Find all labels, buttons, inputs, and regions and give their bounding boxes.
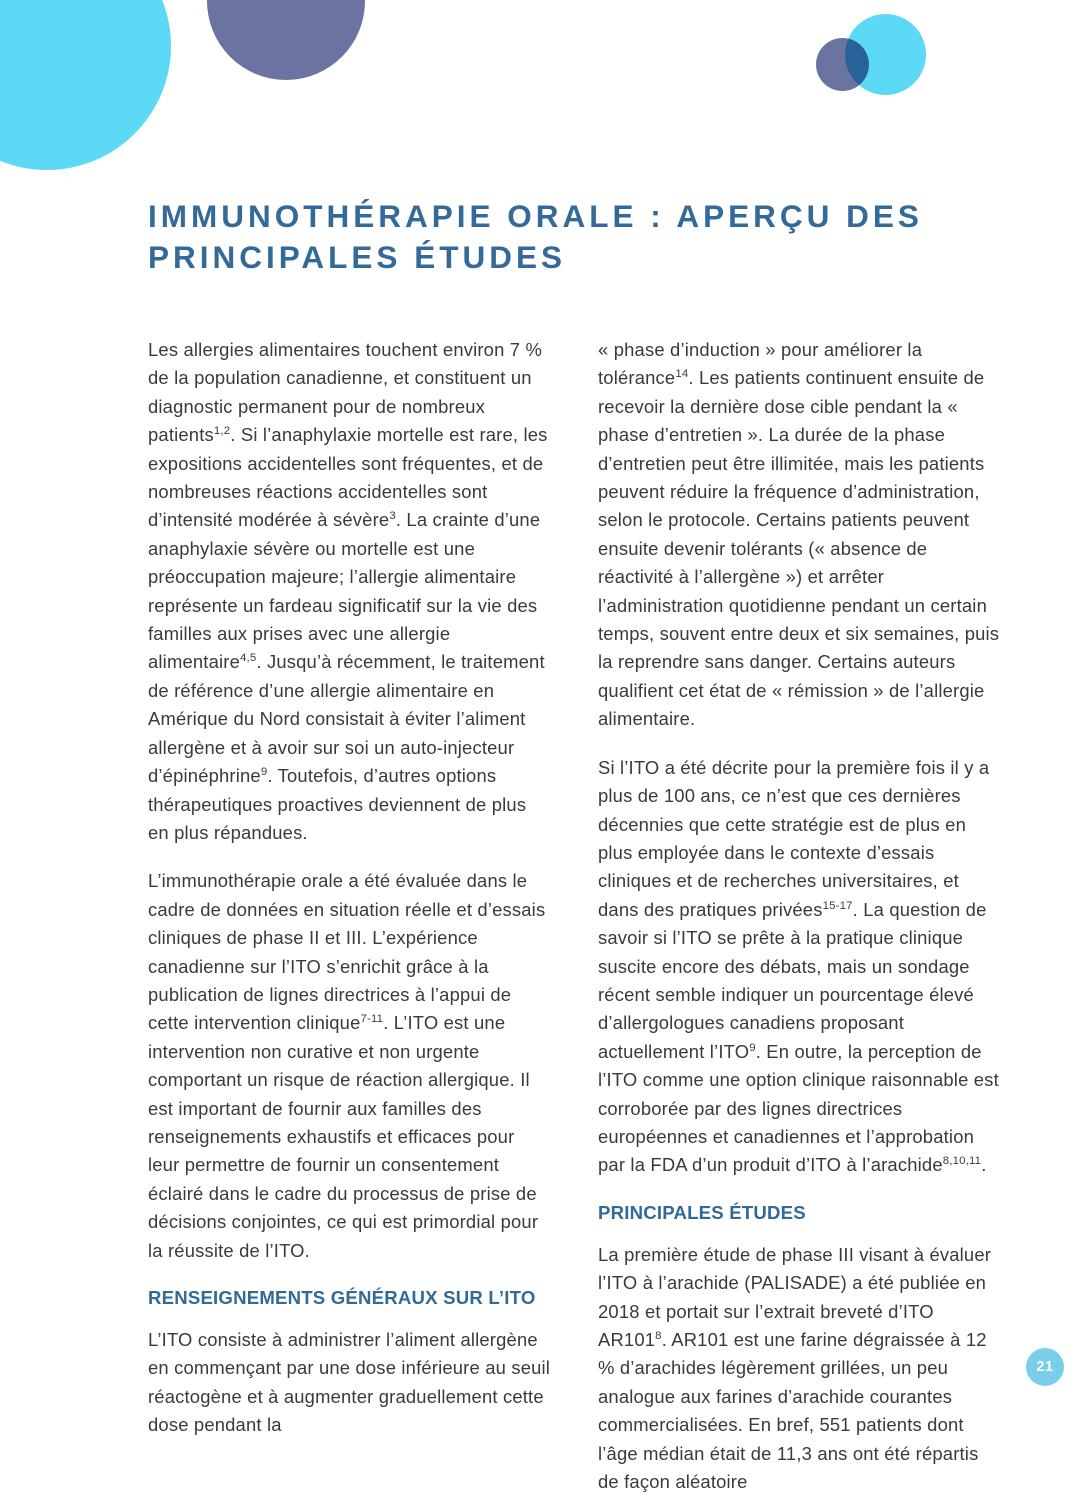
citation-ref: 7-11 [360,1013,384,1026]
citation-ref: 14 [675,368,689,381]
citation-ref: 8 [655,1329,662,1342]
text-run: « phase d’induction » pour améliorer la tolérance [598,339,923,389]
article-columns [148,336,1000,1496]
text-run: . AR101 est une farine dégraissée à 12 % d’arachides légèrement grillées, un peu analogue aux farines d’arachide courantes commercialisées. En bref, 551 patients dont l’âge médian était de 11,3 ans ont été répartis de façon aléatoire [598,1329,987,1493]
text-run: . L’ITO est une intervention non curative et non urgente comportant un risque de réaction allergique. Il est important de fournir aux familles des renseignements exhaustifs et efficaces pour leur permettre de fournir un consentement éclairé dans le cadre du processus de prise de décisions conjointes, ce qui est primordial pour la réussite de l’ITO. [148,1012,539,1261]
text-run: La première étude de phase III visant à évaluer l’ITO à l’arachide (PALISADE) a été publiée en 2018 et portait sur l’extrait breveté d’ITO AR101 [598,1243,992,1350]
text-run: L’immunothérapie orale a été évaluée dans le cadre de données en situation réelle et d’essais cliniques de phase II et III. L’expérience canadienne sur l’ITO s’enrichit grâce à la publication de lignes directrices à l’appui de cette intervention clinique [148,870,546,1034]
citation-ref: 9 [260,765,268,778]
right-column [598,336,1001,1496]
text-run: Si l’ITO a été décrite pour la première fois il y a plus de 100 ans, ce n’est que ces dernières décennies que cette stratégie est de plus en plus employée dans le contexte d’essais cliniques et de recherches universitaires, et dans des pratiques privées [598,756,990,920]
citation-ref: 1,2 [213,425,231,438]
paragraph-left-1 [148,336,551,847]
text-run: . Jusqu’à récemment, le traitement de référence d’une allergie alimentaire en Amérique du Nord consistait à éviter l’aliment allergène et à avoir sur soi un auto-injecteur d’épinéphrine [148,651,545,787]
text-run: . Les patients continuent ensuite de recevoir la dernière dose cible pendant la « phase d’entretien ». La durée de la phase d’entretien peut être illimitée, mais les patients peuvent réduire la fréquence d’administration, selon le protocole. Certains patients peuvent ensuite devenir tolérants (« absence de réactivité à l’allergène ») et arrêter l’administration quotidienne pendant un certain temps, souvent entre deux et six semaines, puis la reprendre sans danger. Certains auteurs qualifient cet état de « rémission » de l’allergie alimentaire. [598,367,1000,730]
text-run: . Toutefois, d’autres options thérapeutiques proactives deviennent de plus en plus répandues. [148,765,527,843]
paragraph-right-1 [598,336,1001,734]
text-run: . [981,1154,987,1176]
text-run: . La crainte d’une anaphylaxie sévère ou mortelle est une préoccupation majeure; l’allergie alimentaire représente un fardeau significatif sur la vie des familles aux prises avec une allergie alimentaire [148,509,541,673]
subheading-principales-etudes: PRINCIPALES ÉTUDES [598,1201,806,1223]
citation-ref: 4,5 [239,652,257,665]
decor-circle-cyan-top-left [0,0,171,170]
left-column [148,336,551,1496]
paragraph-right-3 [598,1241,1001,1496]
citation-ref: 15-17 [822,899,853,912]
paragraph-left-3: L’ITO consiste à administrer l’aliment allergène en commençant par une dose inférieure au seuil réactogène et à augmenter graduellement cette dose pendant la [148,1329,551,1436]
citation-ref: 8,10,11 [942,1155,982,1168]
decor-circle-purple-top-right [816,38,869,91]
page-title: IMMUNOTHÉRAPIE ORALE : APERÇU DES PRINCIPALES ÉTUDES [148,198,923,275]
citation-ref: 3 [389,510,396,523]
subheading-renseignements-generaux: RENSEIGNEMENTS GÉNÉRAUX SUR L’ITO [148,1287,536,1308]
text-run: Les allergies alimentaires touchent environ 7 % de la population canadienne, et constituent un diagnostic permanent pour de nombreux patients [148,339,543,446]
decor-circle-purple-top-left [207,0,365,80]
paragraph-right-2 [598,754,1001,1180]
paragraph-left-2 [148,867,551,1265]
text-run: . Si l’anaphylaxie mortelle est rare, les expositions accidentelles sont fréquentes, et de nombreuses réactions accidentelles sont d’intensité modérée à sévère [148,424,548,531]
decor-circle-cyan-top-right [845,14,926,95]
text-run: . En outre, la perception de l’ITO comme une option clinique raisonnable est corroborée par des lignes directrices européennes et canadiennes et l’approbation par la FDA d’un produit d’ITO à l’arachide [598,1040,999,1176]
citation-ref: 9 [749,1041,756,1054]
text-run: . La question de savoir si l’ITO se prête à la pratique clinique suscite encore des débats, mais un sondage récent semble indiquer un pourcentage élevé d’allergologues canadiens proposant actuellement l’ITO [598,898,987,1062]
page-number-badge: 21 [1026,1348,1064,1386]
